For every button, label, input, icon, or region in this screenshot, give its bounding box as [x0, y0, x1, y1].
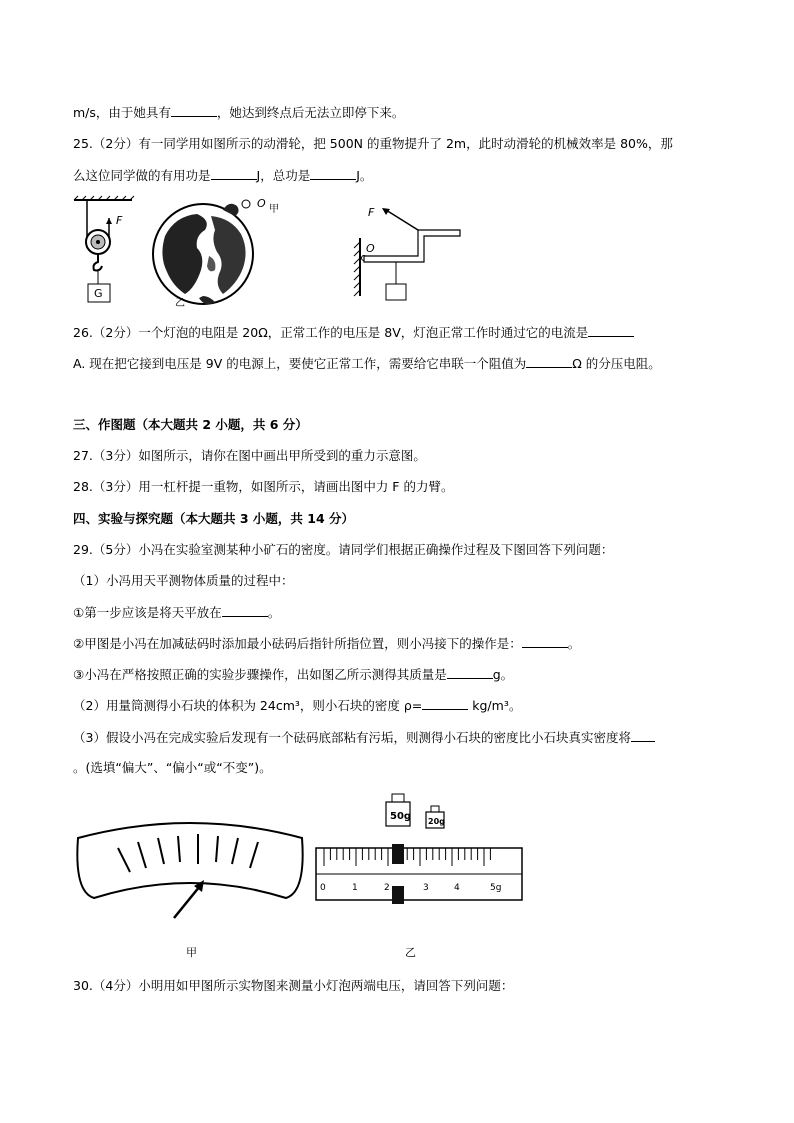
- q29-step2: [73, 635, 580, 652]
- answer-blank[interactable]: [310, 167, 356, 180]
- q25-text-b: J，总功是: [256, 168, 311, 183]
- scale-tick-label: 2: [384, 883, 390, 893]
- q26-line2: [73, 355, 661, 372]
- answer-blank[interactable]: [422, 697, 468, 710]
- q25-text-a: 么这位同学做的有用功是: [73, 168, 211, 183]
- answer-blank[interactable]: [222, 604, 268, 617]
- q29-part1: （1）小冯用天平测物体质量的过程中：: [73, 573, 294, 588]
- q29-part2: [73, 697, 521, 714]
- q30-text: 30.（4分）小明用如甲图所示实物图来测量小灯泡两端电压，请回答下列问题：: [73, 978, 514, 993]
- q29-part2-text: （2）用量筒测得小石块的体积为 24cm³，则小石块的密度 ρ=: [73, 698, 423, 713]
- q29-step2-end: 。: [567, 636, 581, 651]
- q26-text-a: 26.（2分）一个灯泡的电阻是 20Ω，正常工作的电压是 8V，灯泡正常工作时通过它的电流是: [73, 325, 589, 340]
- section-3-heading: 三、作图题（本大题共 2 小题，共 6 分）: [73, 417, 308, 432]
- q24-text-b: ，她达到终点后无法立即停下来。: [216, 105, 405, 120]
- q26-text-c: Ω 的分压电阻。: [572, 356, 661, 371]
- caption-yi: 乙: [405, 946, 416, 959]
- q29-part2-unit: kg/m³。: [468, 698, 522, 713]
- weight-50-label: 50g: [390, 811, 412, 822]
- globe-jia-label: 甲: [269, 204, 279, 215]
- globe-yi-label: 乙: [175, 298, 185, 309]
- q29-step3-text: ③小冯在严格按照正确的实验步骤操作，出如图乙所示测得其质量是: [73, 667, 447, 682]
- lever-force-label: F: [368, 206, 375, 219]
- q25-line2: [73, 167, 372, 184]
- scale-tick-label: 3: [423, 883, 429, 893]
- q24-text-a: m/s，由于她具有: [73, 105, 171, 120]
- pulley-figure: [70, 196, 140, 308]
- answer-blank[interactable]: [631, 729, 655, 742]
- scale-tick-label: 5g: [490, 883, 502, 893]
- answer-blank[interactable]: [526, 355, 572, 368]
- q29-part3: [73, 729, 655, 746]
- q29-part3-cont: 。(选填“偏大”、“偏小“或“不变”)。: [73, 760, 272, 775]
- section-4-heading: 四、实验与探究题（本大题共 3 小题，共 14 分）: [73, 511, 355, 526]
- lever-figure: [348, 200, 468, 306]
- caption-jia: 甲: [186, 946, 197, 959]
- answer-blank[interactable]: [522, 635, 568, 648]
- q28-text: 28.（3分）用一杠杆提一重物，如图所示，请画出图中力 F 的力臂。: [73, 479, 454, 494]
- pulley-force-label: F: [116, 214, 123, 227]
- q29-step1: [73, 604, 280, 621]
- answer-blank[interactable]: [211, 167, 257, 180]
- q26-line1: [73, 324, 634, 341]
- answer-blank[interactable]: [588, 324, 634, 337]
- scale-tick-label: 4: [454, 883, 460, 893]
- q29-step1-end: 。: [267, 605, 281, 620]
- q26-text-b: A. 现在把它接到电压是 9V 的电源上，要使它正常工作，需要给它串联一个阻值为: [73, 356, 527, 371]
- q29-step2-text: ②甲图是小冯在加减砝码时添加最小砝码后指针所指位置，则小冯接下的操作是：: [73, 636, 522, 651]
- q25-line1: 25.（2分）有一同学用如图所示的动滑轮，把 500N 的重物提升了 2m，此时动滑轮的机械效率是 80%，那: [73, 136, 673, 151]
- q27-text: 27.（3分）如图所示，请你在图中画出甲所受到的重力示意图。: [73, 448, 426, 463]
- balance-dial-figure: [74, 812, 306, 924]
- lever-pivot-label: O: [366, 242, 375, 255]
- q29-step3: [73, 666, 513, 683]
- answer-blank[interactable]: [171, 104, 217, 117]
- rider-scale-figure: [312, 790, 528, 910]
- pulley-weight-label: G: [94, 287, 103, 300]
- q29-step3-end: g。: [492, 667, 514, 682]
- q29-text: 29.（5分）小冯在实验室测某种小矿石的密度。请同学们根据正确操作过程及下图回答下列问题：: [73, 542, 614, 557]
- scale-tick-label: 1: [352, 883, 358, 893]
- weight-20-label: 20g: [428, 817, 445, 826]
- globe-figure: [145, 196, 295, 308]
- scale-tick-label: 0: [320, 883, 326, 893]
- q24-tail: [73, 104, 404, 121]
- q25-text-c: J。: [356, 168, 373, 183]
- answer-blank[interactable]: [447, 666, 493, 679]
- q29-step1-text: ①第一步应该是将天平放在: [73, 605, 222, 620]
- globe-point-label: O: [257, 197, 266, 210]
- q29-part3-text: （3）假设小冯在完成实验后发现有一个砝码底部粘有污垢，则测得小石块的密度比小石块真实密度将: [73, 730, 631, 745]
